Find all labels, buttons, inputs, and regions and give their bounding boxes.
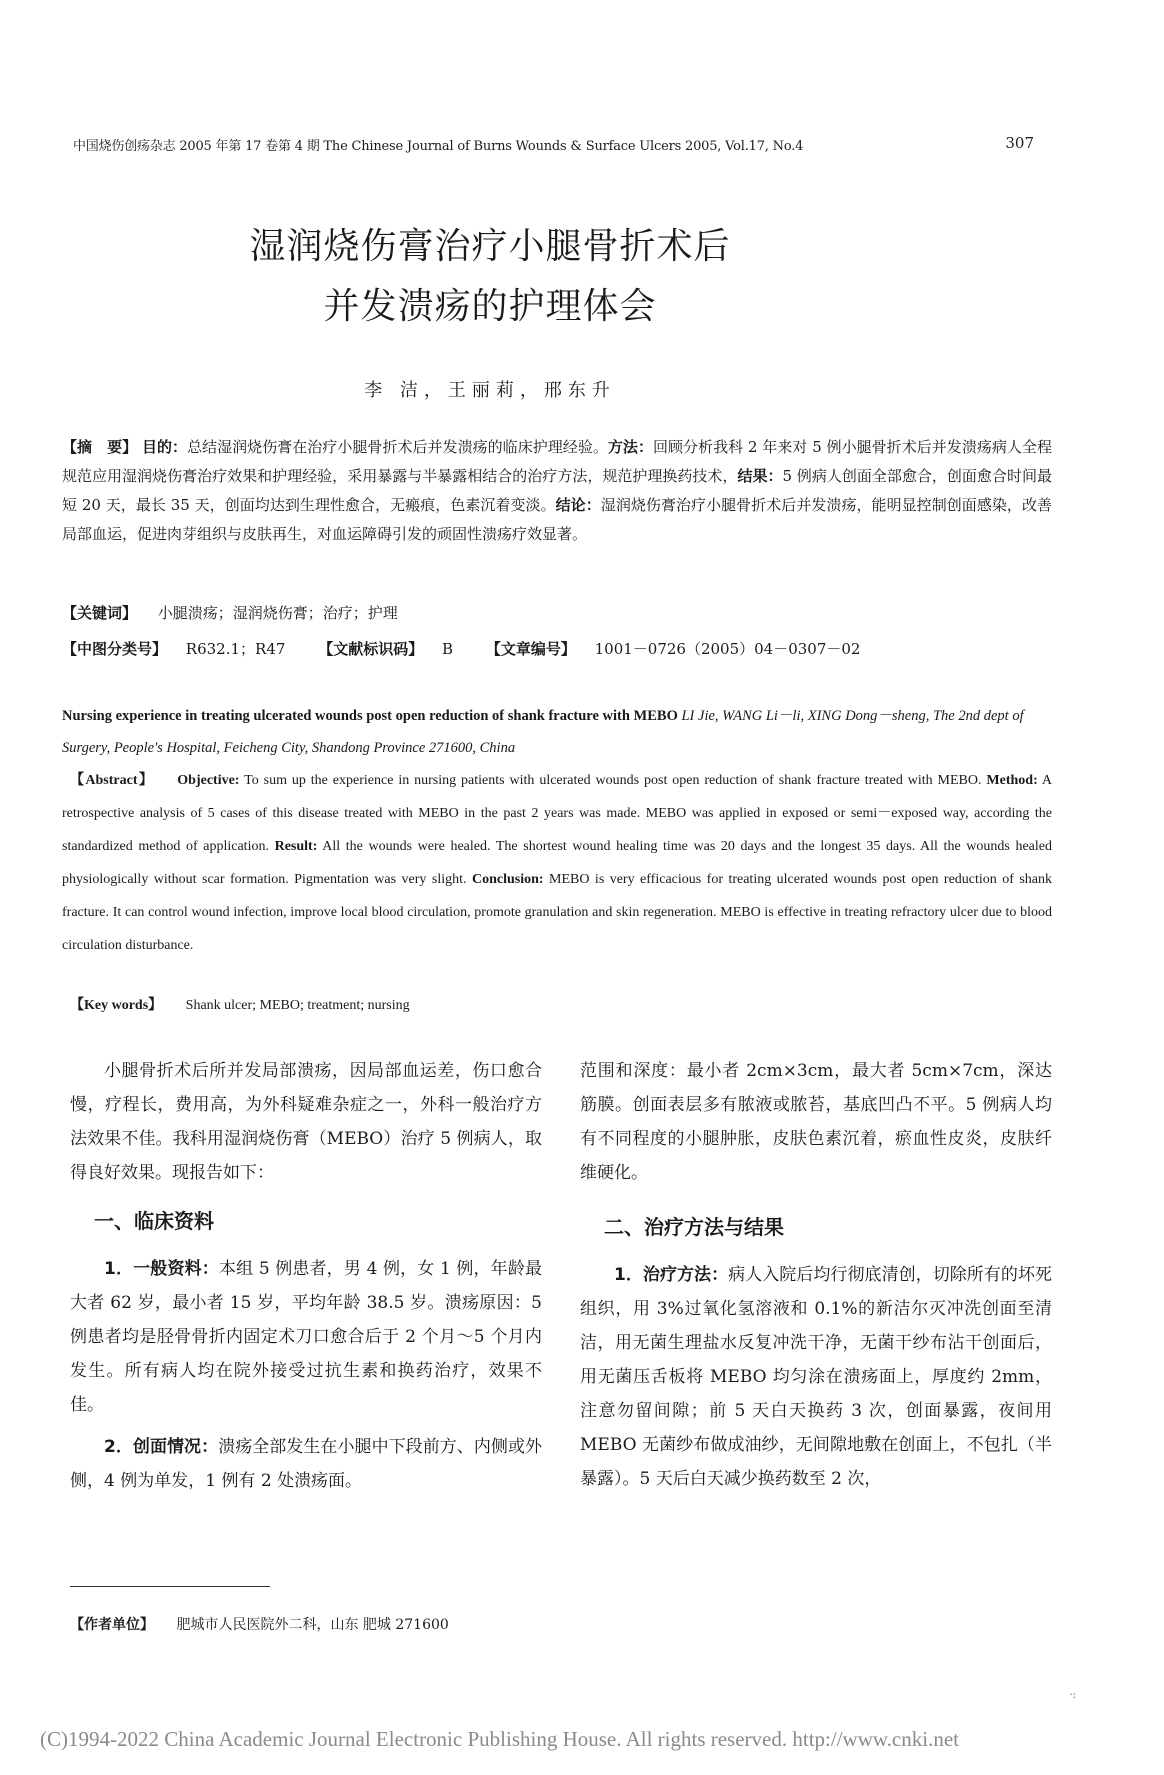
english-keywords-label: 【Key words】 [70,998,163,1013]
english-title: Nursing experience in treating ulcerated wounds post open reduction of shank fracture with MEBO [62,708,678,724]
treatment-method-lead: 1．治疗方法： [614,1265,729,1285]
keywords-label: 【关键词】 [62,604,138,622]
english-method-label: Method: [986,773,1038,788]
general-info-paragraph [70,1252,542,1422]
wound-condition-text: 溃疡全部发生在小腿中下段前方、内侧或外侧，4 例为单发，1 例有 2 处溃疡面。 [70,1437,542,1491]
wound-condition-paragraph [70,1430,542,1498]
treatment-method-paragraph [580,1258,1052,1496]
section-2-heading: 二、治疗方法与结果 [604,1215,784,1239]
body-right-column [580,1054,1052,1496]
running-header: 中国烧伤创疡杂志 2005 年第 17 卷第 4 期 The Chinese Journal of Burns Wounds & Surface Ulcers 2005, Vol.17, No.4 [73,139,804,154]
corner-mark: ·: [1069,1690,1076,1701]
section-1-heading: 一、临床资料 [94,1209,214,1233]
abstract-label: 【摘 要】 [62,438,138,456]
author-unit-label: 【作者单位】 [70,1617,154,1633]
method-text: 回顾分析我科 2 年来对 5 例小腿骨折术后并发溃疡病人全程规范应用湿润烧伤膏治疗效果和护理经验，采用暴露与半暴露相结合的治疗方法，规范护理换药技术， [62,438,1052,485]
wound-condition-continued: 范围和深度：最小者 2cm×3cm，最大者 5cm×7cm，深达筋膜。创面表层多有脓液或脓苔，基底凹凸不平。5 例病人均有不同程度的小腿肿胀，皮肤色素沉着，瘀血性皮炎，皮肤纤维硬化。 [580,1061,1052,1183]
english-conclusion-label: Conclusion: [471,872,544,887]
copyright-footer: (C)1994-2022 China Academic Journal Electronic Publishing House. All rights reserved. http://www.cnki.net [40,1727,959,1751]
treatment-method-text: 病人入院后均行彻底清创，切除所有的坏死组织，用 3%过氧化氢溶液和 0.1%的新洁尔灭冲洗创面至清洁，用无菌生理盐水反复冲洗干净，无菌干纱布沾干创面后，用无菌压舌板将 MEBO 均匀涂在溃疡面上，厚度约 2mm，注意勿留间隙；前 5 天白天换药 3 次，创面暴露，夜间用 MEBO 无菌纱布做成油纱，无间隙地敷在创面上，不包扎（半暴露）。5 天后白天减少换药数至 2 次， [580,1265,1052,1489]
conclusion-label: 结论： [555,496,601,514]
page-number: 307 [1005,134,1034,152]
intro-paragraph: 小腿骨折术后所并发局部溃疡，因局部血运差，伤口愈合慢，疗程长，费用高，为外科疑难杂症之一，外科一般治疗方法效果不佳。我科用湿润烧伤膏（MEBO）治疗 5 例病人，取得良好效果。现报告如下： [70,1061,542,1183]
english-authors-affiliation: LI Jie, WANG Li－li, XING Dong－sheng, The 2nd dept of Surgery, People's Hospital, Feicheng City, Shandong Province 271600, China [62,708,1024,756]
article-number-label: 【文章编号】 [485,640,576,658]
doc-code-label: 【文献标识码】 [318,640,424,658]
english-conclusion-text: MEBO is very efficacious for treating ulcerated wounds post open reduction of shank fracture. It can control wound infection, improve local blood circulation, promote granulation and skin regeneration. MEBO is effective in treating refractory ulcer due to blood circulation disturbance. [62,872,1053,953]
general-info-lead: 1．一般资料： [104,1259,219,1279]
english-method-text: A retrospective analysis of 5 cases of this disease treated with MEBO in the past 2 years was made. MEBO was applied in exposed or semi－exposed way, according the standardized method of application. [62,773,1053,854]
english-title-block [62,700,1052,764]
author-list: 李 洁，王丽莉，邢东升 [364,380,616,401]
objective-label: 目的： [141,438,188,456]
wound-condition-lead: 2．创面情况： [104,1437,219,1457]
footnote-divider [70,1586,270,1587]
result-label: 结果： [737,467,783,485]
keywords-cn [62,602,398,623]
english-keywords-value: Shank ulcer; MEBO; treatment; nursing [185,998,410,1013]
english-abstract [62,764,1052,962]
clc-value: R632.1；R47 [185,640,286,658]
english-abstract-label: 【Abstract】 [70,773,155,788]
doc-code-value: B [442,640,454,658]
author-unit-value: 肥城市人民医院外二科，山东 肥城 271600 [176,1617,449,1633]
english-result-label: Result: [274,839,318,854]
method-label: 方法： [607,438,653,456]
article-number-value: 1001－0726（2005）04－0307－02 [594,640,861,658]
body-left-column [70,1054,542,1498]
article-title-line-2: 并发溃疡的护理体会 [323,286,657,327]
english-result-text: All the wounds were healed. The shortest wound healing time was 20 days and the longest 35 days. All the wounds healed physiologically without scar formation. Pigmentation was very slight. [62,839,1052,887]
conclusion-text: 湿润烧伤膏治疗小腿骨折术后并发溃疡，能明显控制创面感染，改善局部血运，促进肉芽组织与皮肤再生，对血运障碍引发的顽固性溃疡疗效显著。 [62,496,1052,543]
english-keywords [70,994,410,1014]
article-title-line-1: 湿润烧伤膏治疗小腿骨折术后 [249,226,731,267]
objective-text: 总结湿润烧伤膏在治疗小腿骨折术后并发溃疡的临床护理经验。 [187,438,608,456]
chinese-abstract [62,433,1052,549]
clc-label: 【中图分类号】 [62,640,168,658]
keywords-value: 小腿溃疡；湿润烧伤膏；治疗；护理 [157,604,398,622]
english-objective-text: To sum up the experience in nursing patients with ulcerated wounds post open reduction of shank fracture treated with MEBO. [244,773,982,788]
result-text: 5 例病人创面全部愈合，创面愈合时间最短 20 天，最长 35 天，创面均达到生理性愈合，无瘢痕，色素沉着变淡。 [62,467,1052,514]
general-info-text: 本组 5 例患者，男 4 例，女 1 例，年龄最大者 62 岁，最小者 15 岁，平均年龄 38.5 岁。溃疡原因：5 例患者均是胫骨骨折内固定术刀口愈合后于 2 个月～5 个月内发生。所有病人均在院外接受过抗生素和换药治疗，效果不佳。 [70,1259,542,1415]
author-unit-footnote [70,1614,449,1634]
english-objective-label: Objective: [177,773,240,788]
classification-line [62,638,860,659]
